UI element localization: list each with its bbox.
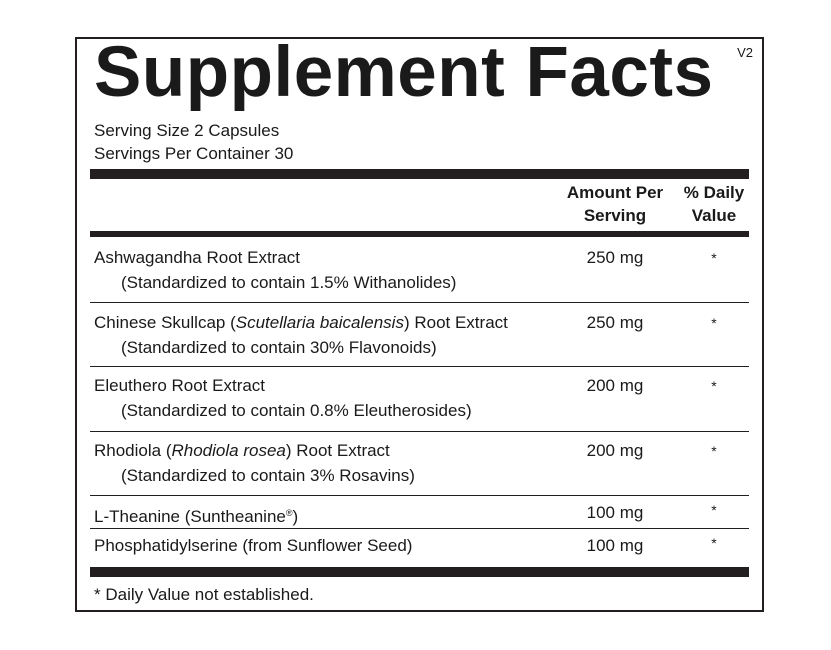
dv-header-line1: % Daily xyxy=(683,183,745,202)
ingredient-amount: 100 mg xyxy=(586,536,644,555)
table-row xyxy=(90,367,749,432)
ingredient-name: Chinese Skullcap (Scutellaria baicalensis) Root Extract xyxy=(94,313,508,332)
table-row xyxy=(90,238,749,303)
header-divider xyxy=(90,231,749,237)
dv-header-line2: Value xyxy=(691,206,737,225)
ingredient-name: Eleuthero Root Extract xyxy=(94,376,266,395)
ingredient-detail: (Standardized to contain 0.8% Eleutherosides) xyxy=(121,401,472,420)
table-row xyxy=(90,496,749,529)
ingredient-name: L-Theanine (Suntheanine®) xyxy=(94,507,299,526)
ingredient-amount: 250 mg xyxy=(586,248,644,267)
ingredient-amount: 100 mg xyxy=(586,503,644,522)
serving-size: Serving Size 2 Capsules xyxy=(94,121,280,140)
footnote: * Daily Value not established. xyxy=(94,585,314,604)
ingredient-amount: 200 mg xyxy=(586,376,644,395)
ingredient-detail: (Standardized to contain 1.5% Withanolides) xyxy=(121,273,457,292)
serving-info xyxy=(94,119,293,165)
ingredient-dv: * xyxy=(711,443,717,459)
amount-header-line2: Serving xyxy=(583,206,647,225)
ingredient-amount: 250 mg xyxy=(586,313,644,332)
version-label: V2 xyxy=(737,45,753,60)
supplement-facts-panel xyxy=(75,33,764,612)
panel-title: Supplement Facts xyxy=(94,33,714,112)
table-row xyxy=(90,432,749,496)
servings-per-container: Servings Per Container 30 xyxy=(94,144,294,163)
ingredient-dv: * xyxy=(711,535,717,551)
panel-content xyxy=(90,33,753,610)
ingredient-name: Ashwagandha Root Extract xyxy=(94,248,301,267)
ingredient-table xyxy=(90,238,749,564)
ingredient-detail: (Standardized to contain 3% Rosavins) xyxy=(121,466,415,485)
ingredient-detail: (Standardized to contain 30% Flavonoids) xyxy=(121,338,437,357)
top-thick-divider xyxy=(90,169,749,179)
ingredient-dv: * xyxy=(711,250,717,266)
amount-column-header xyxy=(556,181,674,227)
ingredient-dv: * xyxy=(711,502,717,518)
bottom-thick-divider xyxy=(90,567,749,577)
ingredient-amount: 200 mg xyxy=(586,441,644,460)
daily-value-column-header xyxy=(678,181,750,227)
amount-header-line1: Amount Per xyxy=(566,183,664,202)
table-row xyxy=(90,303,749,367)
ingredient-name: Rhodiola (Rhodiola rosea) Root Extract xyxy=(94,441,390,460)
table-row xyxy=(90,529,749,564)
ingredient-dv: * xyxy=(711,378,717,394)
ingredient-dv: * xyxy=(711,315,717,331)
ingredient-name: Phosphatidylserine (from Sunflower Seed) xyxy=(94,536,413,555)
